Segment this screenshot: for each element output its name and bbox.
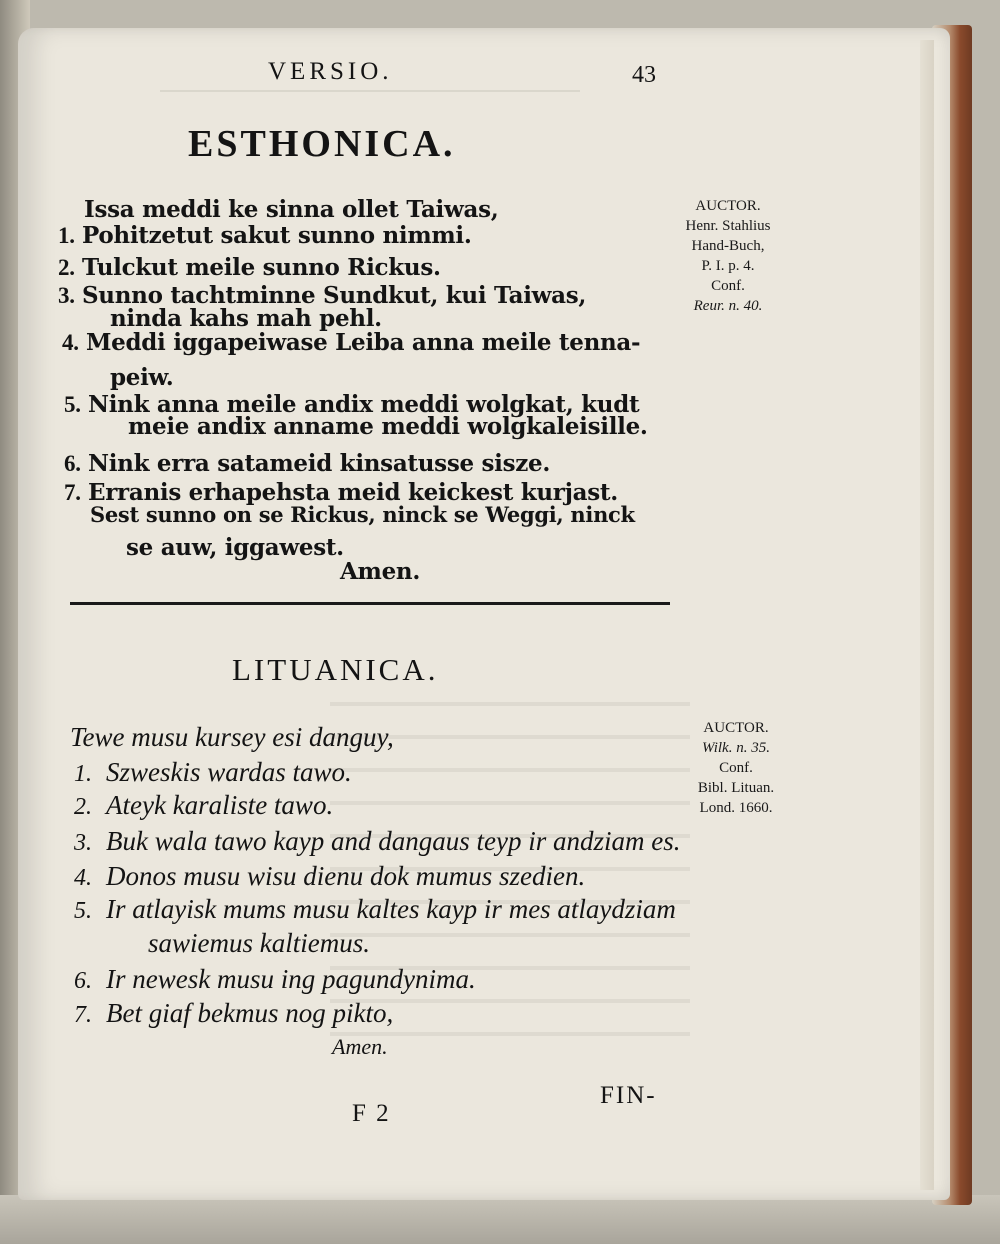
text-line: 1. Pohitzetut sakut sunno nimmi. bbox=[58, 222, 472, 249]
section-title-lituanica: LITUANICA. bbox=[232, 652, 439, 687]
margin-line: Wilk. n. 35. bbox=[702, 740, 770, 756]
text-line: Sest sunno on se Rickus, ninck se Weggi, ninck bbox=[90, 502, 635, 527]
background-bottom bbox=[0, 1195, 1000, 1244]
margin-line: Conf. bbox=[711, 278, 745, 294]
text-line: 3. Buk wala tawo kayp and dangaus teyp ir andziam es. bbox=[74, 826, 681, 856]
section-divider bbox=[70, 602, 670, 605]
margin-line: AUCTOR. bbox=[703, 720, 769, 736]
text-line: se auw, iggawest. bbox=[126, 534, 344, 561]
text-line: meie andix anname meddi wolgkaleisille. bbox=[128, 413, 648, 440]
catchword: FIN- bbox=[600, 1082, 657, 1109]
text-line: 7. Erranis erhapehsta meid keickest kurjast. bbox=[64, 479, 618, 506]
margin-line: Hand-Buch, bbox=[691, 238, 765, 254]
margin-line: Henr. Stahlius bbox=[685, 218, 771, 234]
text-line: 7. Bet giaf bekmus nog pikto, bbox=[74, 998, 394, 1028]
text-line: peiw. bbox=[110, 364, 174, 391]
page-number: 43 bbox=[632, 62, 656, 88]
margin-line: Lond. 1660. bbox=[699, 800, 773, 816]
text-line: 6. Ir newesk musu ing pagundynima. bbox=[74, 964, 476, 994]
running-title: VERSIO. bbox=[268, 58, 393, 85]
text-line: 2. Ateyk karaliste tawo. bbox=[74, 790, 334, 820]
text-line: 3. Sunno tachtminne Sundkut, kui Taiwas, bbox=[58, 282, 587, 309]
text-line: Amen. bbox=[340, 558, 421, 585]
text-line: 4. Donos musu wisu dienu dok mumus szedien. bbox=[74, 861, 586, 891]
margin-line: Reur. n. 40. bbox=[693, 298, 763, 314]
text-line: Amen. bbox=[332, 1034, 388, 1059]
text-line: sawiemus kaltiemus. bbox=[148, 928, 370, 958]
signature-mark: F 2 bbox=[352, 1100, 391, 1127]
margin-line: P. I. p. 4. bbox=[701, 258, 755, 274]
text-line: 4. Meddi iggapeiwase Leiba anna meile tenna- bbox=[62, 329, 641, 356]
text-line: Issa meddi ke sinna ollet Taiwas, bbox=[84, 196, 499, 223]
text-line: 5. Ir atlayisk mums musu kaltes kayp ir mes atlaydziam bbox=[74, 894, 676, 924]
margin-line: Bibl. Lituan. bbox=[697, 780, 775, 796]
margin-line: AUCTOR. bbox=[695, 198, 761, 214]
margin-note-esthonica bbox=[668, 196, 788, 316]
text-line: 6. Nink erra satameid kinsatusse sisze. bbox=[64, 450, 551, 477]
page-edges bbox=[920, 40, 934, 1190]
text-line: ninda kahs mah pehl. bbox=[110, 305, 382, 332]
text-line: 5. Nink anna meile andix meddi wolgkat, kudt bbox=[64, 391, 640, 418]
margin-line: Conf. bbox=[719, 760, 753, 776]
text-line: Tewe musu kursey esi danguy, bbox=[70, 722, 394, 752]
margin-note-lituanica bbox=[676, 718, 796, 818]
text-line: 1. Szweskis wardas tawo. bbox=[74, 757, 352, 787]
section-title-esthonica: ESTHONICA. bbox=[188, 123, 456, 165]
text-line: 2. Tulckut meile sunno Rickus. bbox=[58, 254, 441, 281]
